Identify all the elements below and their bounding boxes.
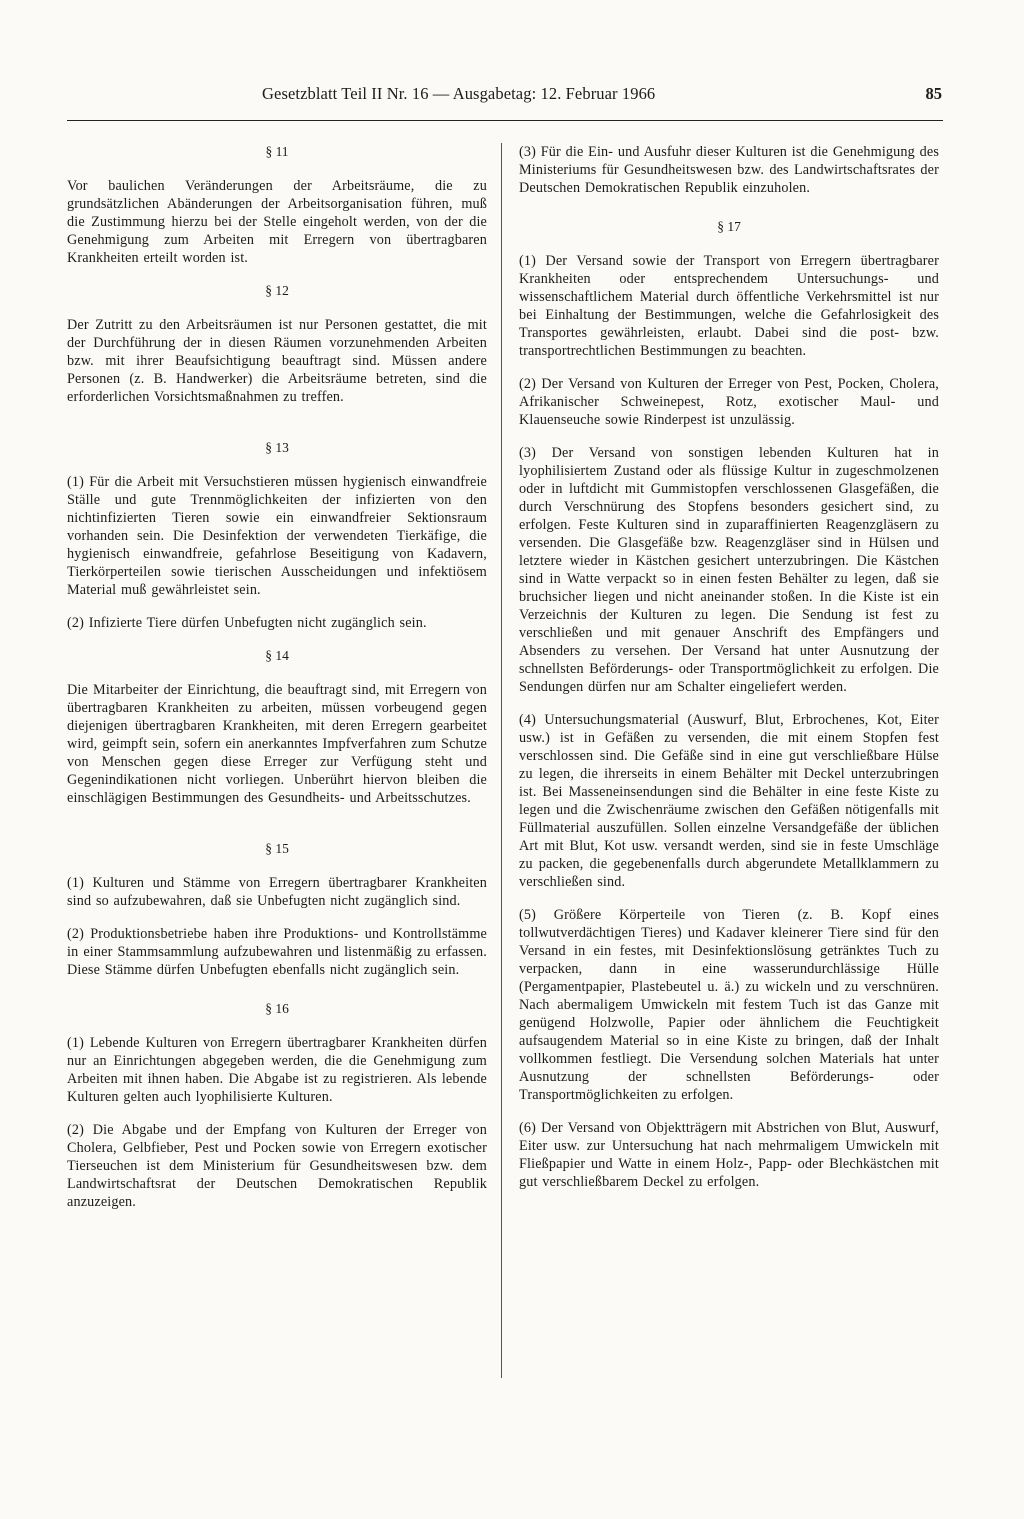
column-divider xyxy=(501,143,502,1378)
section-12-paragraph: Der Zutritt zu den Arbeitsräumen ist nur Personen gestattet, die mit der Durchführung der in diesen Räumen vorzunehmenden Arbeiten bzw. mit ihrer Beaufsichtigung beauftragt sind. Müssen andere Personen (z. B. Handwerker) die Arbeitsräume betreten, sind die erforderlichen Vorsichtsmaßnahmen zu treffen. xyxy=(67,317,487,405)
header-title: Gesetzblatt Teil II Nr. 16 — Ausgabetag: 12. Februar 1966 xyxy=(262,84,656,103)
section-15-title: § 15 xyxy=(265,841,289,856)
section-17-paragraph-6: (6) Der Versand von Objektträgern mit Abstrichen von Blut, Auswurf, Eiter usw. zur Untersuchung hat nach mehrmaligem Umwickeln mit Fließpapier und Watte in einem Holz-, Papp- oder Blechkästchen mit gut verschließbarem Deckel zu erfolgen. xyxy=(519,1120,939,1190)
right-column xyxy=(519,143,939,1206)
header-rule xyxy=(67,120,943,121)
section-17-paragraph-5: (5) Größere Körperteile von Tieren (z. B. Kopf eines tollwutverdächtigen Tieres) und Kadaver kleinerer Tiere sind für den Versand in ein festes, mit Desinfektionslösung getränktes Tuch zu verpacken, dann in eine wasserundurchlässige Hülle (Pergamentpapier, Plastebeutel u. ä.) zu wickeln und zu verschnüren. Nach abermaligem Umwickeln mit festem Tuch ist das Ganze mit genügend Holzwolle, Papier oder ähnlichem die Feuchtigkeit aufsaugendem Material so in eine Kiste zu bringen, daß der Inhalt vollkommen festliegt. Die Versendung solchen Materials hat unter Ausnutzung der schnellsten Beförderungs- oder Transportmöglichkeiten zu erfolgen. xyxy=(519,907,939,1103)
section-13-paragraph-1: (1) Für die Arbeit mit Versuchstieren müssen hygienisch einwandfreie Ställe und gute Trennmöglichkeiten der infizierten von den nichtinfizierten Tieren sowie ein einwandfreier Sektionsraum vorhanden sein. Die Desinfektion der verwendeten Tierkäfige, die hygienisch einwandfreie, gefahrlose Beseitigung von Kadavern, Tierkörperteilen sowie tierischen Ausscheidungen und infektiösem Material muß gewährleistet sein. xyxy=(67,474,487,598)
section-13-title: § 13 xyxy=(265,440,289,455)
section-17-paragraph-3: (3) Der Versand von sonstigen lebenden Kulturen hat in lyophilisiertem Zustand oder als flüssige Kultur in zugeschmolzenen oder in luftdicht mit Gummistopfen verschlossenen Glasgefäßen, die durch Verschnürung des Stopfens besonders gesichert sind, zu erfolgen. Feste Kulturen sind in zuparaffinierten Reagenzgläsern zu versenden. Die Glasgefäße bzw. Reagenzgläser sind in Hülsen und letztere wieder in Kästchen gesichert unterzubringen. Die Kästchen sind in Watte verpackt so in einen festen Behälter zu legen, daß sie bruchsicher liegen und nicht aneinander stoßen. In die Kiste ist ein Verzeichnis der Kulturen zu legen. Die Sendung ist fest zu verschließen und mit genauer Anschrift des Empfängers und Absenders zu versehen. Der Versand hat unter Ausnutzung der schnellsten Beförderungs- oder Transportmöglichkeit zu erfolgen. Die Sendungen dürfen nur am Schalter eingeliefert werden. xyxy=(519,445,939,695)
section-17-paragraph-1: (1) Der Versand sowie der Transport von Erregern übertragbarer Krankheiten oder entsprechendem Untersuchungs- und wissenschaftlichem Material durch öffentliche Verkehrsmittel ist nur bei Einhaltung der Bestimmungen, welche die Gefahrlosigkeit des Transportes gewährleisten, erlaubt. Dabei sind die post- bzw. transportrechtlichen Bestimmungen zu beachten. xyxy=(519,253,939,359)
section-12-title: § 12 xyxy=(265,283,289,298)
section-13-paragraph-2: (2) Infizierte Tiere dürfen Unbefugten nicht zugänglich sein. xyxy=(67,615,427,631)
page-header xyxy=(262,84,942,108)
page-number: 85 xyxy=(925,84,942,103)
section-14-paragraph: Die Mitarbeiter der Einrichtung, die beauftragt sind, mit Erregern von übertragbaren Krankheiten zu arbeiten, müssen vorbeugend gegen diejenigen übertragbaren Krankheiten, mit deren Erregern gearbeitet wird, geimpft sein, sofern ein anerkanntes Impfverfahren zum Schutze von Menschen gegen diese Erreger zur Verfügung steht und Gegenindikationen nicht vorliegen. Unberührt hiervon bleiben die einschlägigen Bestimmungen des Gesundheits- und Arbeitsschutzes. xyxy=(67,682,487,806)
section-16-paragraph-3: (3) Für die Ein- und Ausfuhr dieser Kulturen ist die Genehmigung des Ministeriums für Gesundheitswesen bzw. des Landwirtschaftsrates der Deutschen Demokratischen Republik einzuholen. xyxy=(519,144,939,196)
section-17-paragraph-4: (4) Untersuchungsmaterial (Auswurf, Blut, Erbrochenes, Kot, Eiter usw.) ist in Gefäßen zu versenden, die mit einem Stopfen fest verschlossen sind. Die Gefäße sind in eine gut verschließbare Hülse zu legen, die ihrerseits in einem Behälter mit Deckel unterzubringen ist. Bei Masseneinsendungen sind die Behälter in eine feste Kiste zu legen und die Zwischenräume zwischen den Gefäßen nötigenfalls mit Füllmaterial auszufüllen. Sollen einzelne Versandgefäße der üblichen Art mit Blut, Kot usw. versandt werden, sind sie in feste Umschläge zu packen, die gegebenenfalls durch abgerundete Metallklammern zu verschließen sind. xyxy=(519,712,939,890)
section-11-paragraph: Vor baulichen Veränderungen der Arbeitsräume, die zu grundsätzlichen Abänderungen der Arbeitsorganisation führen, muß die Zustimmung hierzu bei der Stelle eingeholt werden, von der die Genehmigung zum Arbeiten mit Erregern von übertragbaren Krankheiten erteilt worden ist. xyxy=(67,178,487,266)
section-11-title: § 11 xyxy=(265,144,289,159)
section-15-paragraph-1: (1) Kulturen und Stämme von Erregern übertragbarer Krankheiten sind so aufzubewahren, daß sie Unbefugten nicht zugänglich sind. xyxy=(67,875,487,909)
section-15-paragraph-2: (2) Produktionsbetriebe haben ihre Produktions- und Kontrollstämme in einer Stammsammlung aufzubewahren und listenmäßig zu erfassen. Diese Stämme dürfen Unbefugten ebenfalls nicht zugänglich sein. xyxy=(67,926,487,978)
section-14-title: § 14 xyxy=(265,648,289,663)
section-16-paragraph-2: (2) Die Abgabe und der Empfang von Kulturen der Erreger von Cholera, Gelbfieber, Pest und Pocken sowie von Erregern exotischer Tierseuchen ist dem Ministerium für Gesundheitswesen bzw. dem Landwirtschaftsrat der Deutschen Demokratischen Republik anzuzeigen. xyxy=(67,1122,487,1210)
section-16-title: § 16 xyxy=(265,1001,289,1016)
section-17-paragraph-2: (2) Der Versand von Kulturen der Erreger von Pest, Pocken, Cholera, Afrikanischer Schweinepest, Rotz, exotischer Maul- und Klauenseuche sowie Rinderpest ist unzulässig. xyxy=(519,376,939,428)
section-16-paragraph-1: (1) Lebende Kulturen von Erregern übertragbarer Krankheiten dürfen nur an Einrichtungen abgegeben werden, die die Genehmigung zum Arbeiten mit ihnen haben. Die Abgabe ist zu registrieren. Als lebende Kulturen gelten auch lyophilisierte Kulturen. xyxy=(67,1035,487,1105)
section-17-title: § 17 xyxy=(717,219,741,234)
left-column xyxy=(67,143,487,1226)
